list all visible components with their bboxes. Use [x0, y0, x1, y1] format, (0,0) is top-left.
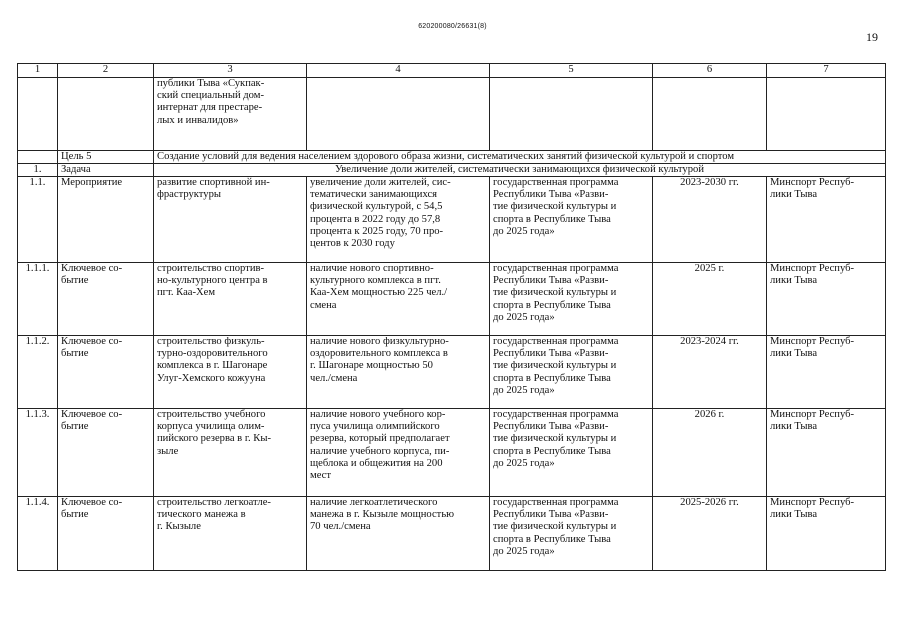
row-period: 2025 г.	[653, 263, 767, 336]
row-number: 1.1.4.	[18, 497, 58, 571]
column-header: 1	[18, 64, 58, 78]
cell-type	[58, 78, 154, 151]
column-header: 6	[653, 64, 767, 78]
row-period: 2023-2024 гг.	[653, 336, 767, 409]
row-type: Ключевое со- бытие	[58, 497, 154, 571]
row-result: наличие нового спортивно- культурного комплекса в пгт. Каа-Хем мощностью 225 чел./ смена	[307, 263, 490, 336]
task-number: 1.	[18, 164, 58, 177]
goal-row	[18, 151, 886, 164]
row-program: государственная программа Республики Тыва «Разви- тие физической культуры и спорта в Республике Тыва до 2025 года»	[490, 336, 653, 409]
row-number: 1.1.2.	[18, 336, 58, 409]
row-type: Мероприятие	[58, 177, 154, 263]
page-number: 19	[866, 30, 878, 44]
column-header: 5	[490, 64, 653, 78]
cell-result	[307, 78, 490, 151]
row-period: 2023-2030 гг.	[653, 177, 767, 263]
row-type: Ключевое со- бытие	[58, 263, 154, 336]
task-label: Задача	[58, 164, 154, 177]
row-period: 2026 г.	[653, 409, 767, 497]
row-name: строительство учебного корпуса училища олим- пийского резерва в г. Кы- зыле	[154, 409, 307, 497]
document-code: 620200080/26631(8)	[418, 23, 487, 30]
cell-period	[653, 78, 767, 151]
row-number: 1.1.1.	[18, 263, 58, 336]
column-header: 3	[154, 64, 307, 78]
plan-table	[17, 63, 886, 571]
goal-label: Цель 5	[58, 151, 154, 164]
row-result: наличие нового учебного кор- пуса училища олимпийского резерва, который предполагает наличие учебного корпуса, пи- щеблока и общежития на 200 мест	[307, 409, 490, 497]
column-header: 2	[58, 64, 154, 78]
cell-num	[18, 78, 58, 151]
table-row	[18, 409, 886, 497]
table-row	[18, 497, 886, 571]
table-row	[18, 263, 886, 336]
column-header: 4	[307, 64, 490, 78]
cell-name: публики Тыва «Сукпак- ский специальный дом- интернат для престаре- лых и инвалидов»	[154, 78, 307, 151]
row-result: наличие нового физкультурно- оздоровительного комплекса в г. Шагонаре мощностью 50 чел./смена	[307, 336, 490, 409]
row-name: развитие спортивной ин- фраструктуры	[154, 177, 307, 263]
row-program: государственная программа Республики Тыва «Разви- тие физической культуры и спорта в Республике Тыва до 2025 года»	[490, 263, 653, 336]
table-row	[18, 336, 886, 409]
column-header-row	[18, 64, 886, 78]
cell-executor	[767, 78, 886, 151]
row-type: Ключевое со- бытие	[58, 409, 154, 497]
column-header: 7	[767, 64, 886, 78]
row-executor: Минспорт Респуб- лики Тыва	[767, 336, 886, 409]
row-program: государственная программа Республики Тыва «Разви- тие физической культуры и спорта в Республике Тыва до 2025 года»	[490, 409, 653, 497]
row-result: увеличение доли жителей, сис- тематически занимающихся физической культурой, с 54,5 процента в 2022 году до 57,8 процента к 2025 году, 70 про- центов к 2030 году	[307, 177, 490, 263]
task-text: Увеличение доли жителей, систематически занимающихся физической культурой	[154, 164, 886, 177]
row-number: 1.1.	[18, 177, 58, 263]
row-executor: Минспорт Респуб- лики Тыва	[767, 177, 886, 263]
row-name: строительство физкуль- турно-оздоровительного комплекса в г. Шагонаре Улуг-Хемского кожууна	[154, 336, 307, 409]
row-executor: Минспорт Респуб- лики Тыва	[767, 409, 886, 497]
cell-program	[490, 78, 653, 151]
row-name: строительство спортив- но-культурного центра в пгт. Каа-Хем	[154, 263, 307, 336]
continuation-row	[18, 78, 886, 151]
table-row	[18, 177, 886, 263]
row-result: наличие легкоатлетического манежа в г. Кызыле мощностью 70 чел./смена	[307, 497, 490, 571]
row-executor: Минспорт Респуб- лики Тыва	[767, 497, 886, 571]
row-number: 1.1.3.	[18, 409, 58, 497]
row-period: 2025-2026 гг.	[653, 497, 767, 571]
row-type: Ключевое со- бытие	[58, 336, 154, 409]
row-program: государственная программа Республики Тыва «Разви- тие физической культуры и спорта в Республике Тыва до 2025 года»	[490, 497, 653, 571]
row-program: государственная программа Республики Тыва «Разви- тие физической культуры и спорта в Республике Тыва до 2025 года»	[490, 177, 653, 263]
row-executor: Минспорт Респуб- лики Тыва	[767, 263, 886, 336]
row-name: строительство легкоатле- тического манежа в г. Кызыле	[154, 497, 307, 571]
goal-text: Создание условий для ведения населением здорового образа жизни, систематических занятий физической культурой и спортом	[154, 151, 886, 164]
task-row	[18, 164, 886, 177]
goal-number	[18, 151, 58, 164]
